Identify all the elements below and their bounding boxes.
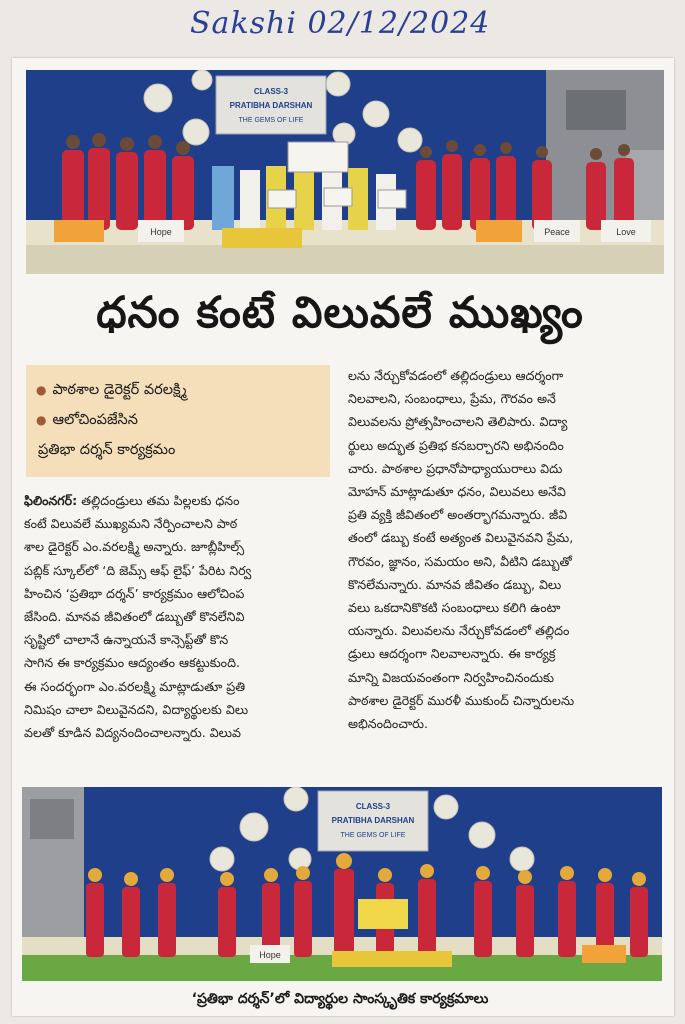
bottom-sign-hope: Hope: [259, 950, 281, 960]
bullet-icon: ●: [36, 413, 47, 427]
article-line: జేసింది. మానవ జీవితంలో డబ్బుతో కొనలేనివి: [24, 609, 245, 625]
article-line: కొనలేమన్నారు. మానవ జీవితం డబ్బు, విలు: [348, 576, 562, 592]
bullet-icon: ●: [36, 383, 47, 397]
article-line: వలు ఒకదానికొకటి సంబంధాలు కలిగి ఉంటా: [348, 600, 561, 616]
bottom-photo-image: [22, 787, 662, 981]
article-line: మాన్ని విజయవంతంగా నిర్వహించినందుకు: [348, 669, 554, 685]
bottom-banner-line-1: CLASS-3: [355, 802, 391, 811]
top-photo: [26, 70, 664, 274]
article-line: అభినందించారు.: [348, 716, 429, 732]
article-line: కంటే విలువలే ముఖ్యమని నేర్పించాలని పాఠ: [24, 516, 238, 532]
summary-point-1: ● పాఠశాల డైరెక్టర్ వరలక్ష్మి: [36, 382, 187, 398]
dateline: ఫిలింనగర్:: [24, 493, 78, 508]
article-line: మోహన్ మాట్లాడుతూ ధనం, విలువలు అనేవి: [348, 484, 566, 500]
article-line: గౌరవం, జ్ఞానం, సమయం అని, వీటిని డబ్బుతో: [348, 553, 572, 569]
article-line: ఫిలింనగర్: తల్లిదండ్రులు తమ పిల్లలకు ధనం: [24, 493, 240, 508]
article-line: ర్థులు అద్భుత ప్రతిభ కనబర్చారని అభినందిం: [348, 437, 564, 453]
article-line: పాఠశాల డైరెక్టర్ మురళీ ముకుంద్ చిన్నారులను: [348, 692, 575, 708]
article-line: శాల డైరెక్టర్ ఎం.వరలక్ష్మి అన్నారు. జూబ్లీహిల్స్: [24, 539, 245, 555]
article-line: చారు. పాఠశాల ప్రధానోపాధ్యాయురాలు విదు: [348, 460, 563, 476]
handwritten-date-note: Sakshi 02/12/2024: [190, 6, 491, 41]
article-line: హించిన ‘ప్రతిభా దర్శన్’ కార్యక్రమం ఆలోచింప: [24, 585, 245, 601]
summary-point-3: ప్రతిభా దర్శన్ కార్యక్రమం: [38, 442, 176, 458]
top-sign-love: Love: [616, 227, 636, 237]
article-line: లను నేర్చుకోవడంలో తల్లిదండ్రులు ఆదర్శంగా: [348, 368, 564, 383]
headline: ధనం కంటే విలువలే ముఖ్యం: [96, 288, 584, 338]
top-banner-line-3: THE GEMS OF LIFE: [238, 117, 304, 124]
article-line: నిమిషం చాలా విలువైనదని, విద్యార్థులకు విలు: [24, 701, 249, 717]
article-line: సాగిన ఈ కార్యక్రమం ఆద్యంతం ఆకట్టుకుంది.: [24, 655, 240, 671]
article-line: ఈ సందర్భంగా ఎం.వరలక్ష్మి మాట్లాడుతూ ప్రతి: [24, 678, 246, 694]
article-line: విలువలను ప్రోత్సహించాలని తెలిపారు. విద్యా: [348, 414, 568, 430]
top-photo-image: [26, 70, 664, 274]
bottom-photo: [22, 787, 662, 981]
summary-point-2: ● ఆలోచింపజేసిన: [36, 412, 138, 428]
article-column-left: [24, 489, 336, 744]
article-line: వలతో కూడిన విద్యనందించాలన్నారు. విలువ: [24, 725, 241, 741]
top-banner-line-2: PRATIBHA DARSHAN: [229, 101, 313, 110]
article-line: పబ్లిక్ స్కూల్‌లో ‘ది జెమ్స్ ఆఫ్ లైఫ్’ పేరిట నిర్వ: [24, 562, 252, 578]
top-banner-line-1: CLASS-3: [253, 87, 289, 96]
bottom-banner-line-2: PRATIBHA DARSHAN: [331, 816, 415, 825]
article-line: యన్నారు. విలువలను నేర్చుకోవడంలో తల్లిదం: [348, 623, 570, 639]
article-line: నిలవాలని, సంబంధాలు, ప్రేమ, గౌరవం అనే: [348, 391, 556, 407]
top-sign-hope: Hope: [150, 227, 172, 237]
bottom-banner-line-3: THE GEMS OF LIFE: [340, 832, 406, 839]
top-sign-peace: Peace: [544, 227, 570, 237]
article-column-right: [348, 364, 662, 735]
article-line: ప్రతి వ్యక్తి జీవితంలో అంతర్భాగమన్నారు. జీవి: [348, 507, 568, 523]
photo-caption: ‘ప్రతిభా దర్శన్’లో విద్యార్థుల సాంస్కృతిక కార్యక్రమాలు: [191, 991, 489, 1007]
article-line: తంలో డబ్బు కంటే అత్యంత విలువైనవని ప్రేమ,: [348, 530, 574, 546]
article-line: సృష్టిలో చాలానే ఉన్నాయనే కాన్సెప్ట్‌తో కొన: [24, 632, 229, 648]
article-line: డ్రులు ఆదర్శంగా నిలవాలన్నారు. ఈ కార్యక్ర: [348, 646, 556, 662]
summary-box: [26, 365, 330, 477]
